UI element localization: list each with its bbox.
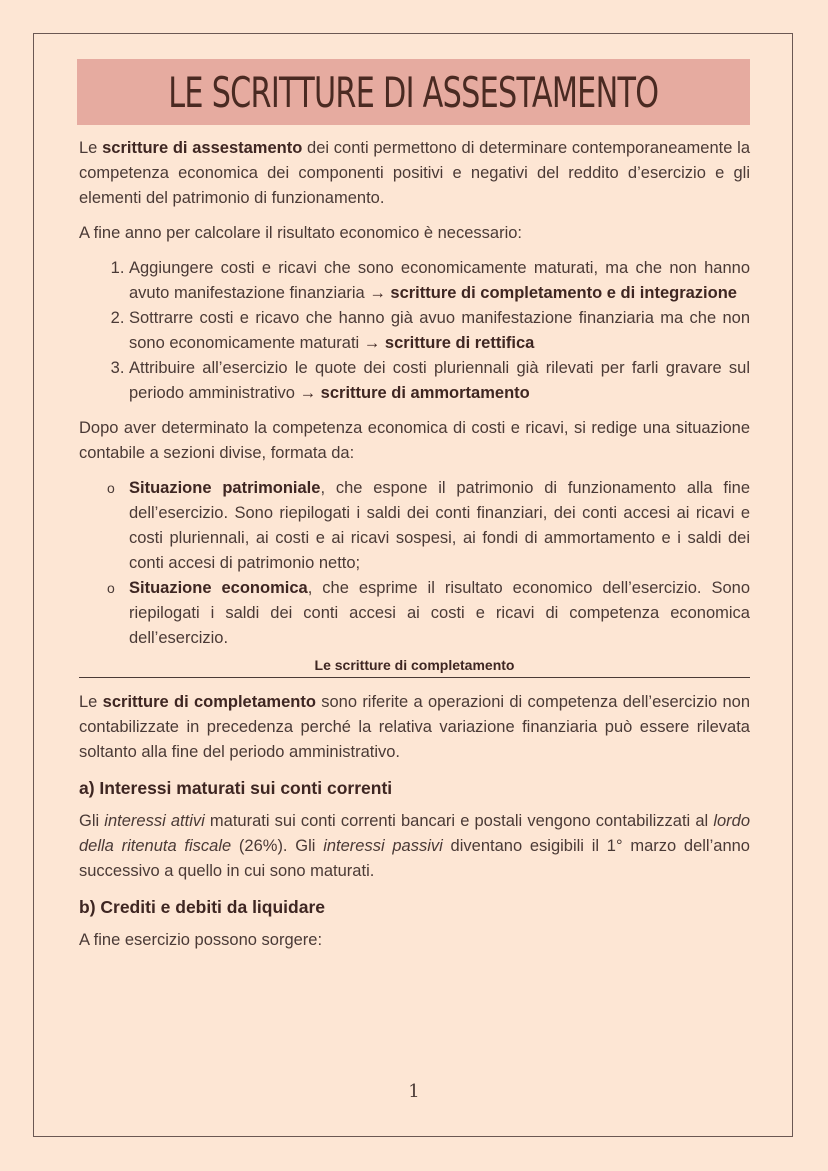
- closing-paragraph: A fine esercizio possono sorgere:: [79, 931, 323, 949]
- list-item: o Situazione economica, che esprime il risultato economico dell’esercizio. Sono riepilogati i saldi dei conti accesi ai costi e ricavi di competenza economica dell’esercizio.: [129, 576, 750, 651]
- steps-list: [79, 256, 750, 406]
- subheading-interest: a) Interessi maturati sui conti correnti: [79, 778, 393, 798]
- situations-list: [79, 476, 750, 651]
- bullet-icon: o: [107, 580, 115, 596]
- intro-paragraph: Le scritture di assestamento dei conti permettono di determinare contemporaneamente la competenza economica dei componenti positivi e negativi del reddito d’esercizio e gli elementi del patrimonio di funzionamento.: [79, 139, 750, 207]
- list-item: 3. Attribuire all’esercizio le quote dei costi pluriennali già rilevati per farli gravare sul periodo amministrativo → scritture di ammortamento: [129, 356, 750, 406]
- year-end-paragraph: A fine anno per calcolare il risultato economico è necessario:: [79, 224, 522, 242]
- page-title: LE SCRITTURE DI ASSESTAMENTO: [168, 67, 659, 117]
- title-banner: [77, 59, 750, 125]
- interest-paragraph: Gli interessi attivi maturati sui conti correnti bancari e postali vengono contabilizzati al lordo della ritenuta fiscale (26%). Gli interessi passivi diventano esigibili il 1° marzo dell’anno successivo a quello in cui sono maturati.: [79, 812, 751, 880]
- page-number: 1: [408, 1081, 420, 1102]
- completion-paragraph: Le scritture di completamento sono riferite a operazioni di competenza dell’esercizio non contabilizzate in precedenza perché la relativa variazione finanziaria può essere rilevata soltanto alla fine del periodo amministrativo.: [79, 693, 751, 761]
- list-item: 2. Sottrarre costi e ricavo che hanno già avuo manifestazione finanziaria ma che non sono economicamente maturati → scritture di rettifica: [129, 306, 750, 356]
- document-body: [79, 136, 750, 963]
- list-item: o Situazione patrimoniale, che espone il patrimonio di funzionamento alla fine dell’esercizio. Sono riepilogati i saldi dei conti finanziari, dei conti accesi ai ricavi e costi pluriennali, ai costi e ai ricavi sospesi, ai fondi di ammortamento e i saldi dei conti accesi di patrimonio netto;: [129, 476, 750, 576]
- subheading-credits: b) Crediti e debiti da liquidare: [79, 897, 325, 917]
- after-paragraph: Dopo aver determinato la competenza economica di costi e ricavi, si redige una situazione contabile a sezioni divise, formata da:: [79, 419, 750, 462]
- bullet-icon: o: [107, 480, 115, 496]
- section-heading: Le scritture di completamento: [79, 655, 750, 678]
- list-item: 1. Aggiungere costi e ricavi che sono economicamente maturati, ma che non hanno avuto manifestazione finanziaria → scritture di completamento e di integrazione: [129, 256, 750, 306]
